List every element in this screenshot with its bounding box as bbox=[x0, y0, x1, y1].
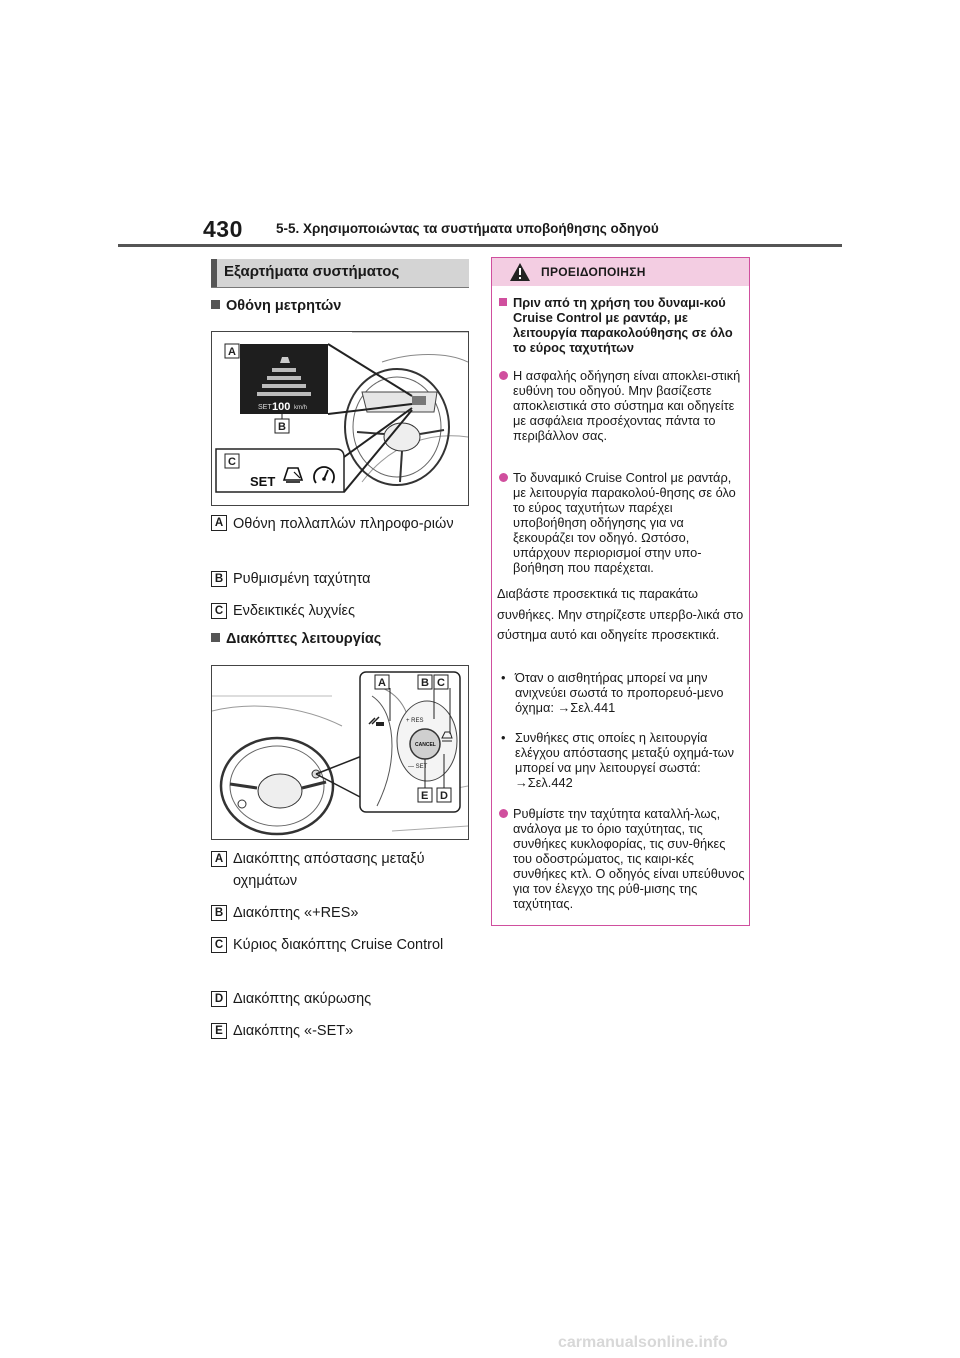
circle-bullet-icon bbox=[499, 473, 508, 482]
svg-text:C: C bbox=[437, 677, 445, 689]
switch-inset bbox=[360, 672, 460, 812]
warning-paragraph: Διαβάστε προσεκτικά τις παρακάτω συνθήκες. Μην στηρίζεστε υπερβο-λικά στο σύστημα αυτό και οδηγείτε προσεκτικά. bbox=[497, 586, 744, 642]
svg-text:D: D bbox=[440, 790, 448, 802]
warning-bullet-2: • Συνθήκες στις οποίες η λειτουργία ελέγχου απόστασης μεταξύ οχημά-των μπορεί να μην λειτουργεί σωστά: →Σελ.442 bbox=[501, 730, 745, 790]
svg-text:E: E bbox=[421, 790, 429, 802]
set-indicator-icon: SET bbox=[250, 474, 276, 489]
warning-subheading: Πριν από τη χρήση του δυναμι-κού Cruise Control με ραντάρ, με λειτουργία παρακολούθησης σε όλο το εύρος ταχυτήτων bbox=[499, 295, 743, 355]
meter-item-a-text: Οθόνη πολλαπλών πληροφο-ριών bbox=[233, 516, 454, 532]
warning-point-3: Ρυθμίστε την ταχύτητα καταλλή-λως, ανάλογα με το όριο ταχύτητας, τις συνθήκες κυκλοφορίας, τις συν-θήκες του οδοστρώματος, τις καιρι-κές συνθήκες κτλ. Ο οδηγός είναι υπεύθυνος για τον έλεγχο της ρύθ-μισης της ταχύτητας. bbox=[499, 806, 745, 911]
switch-item-e-text: Διακόπτης «-SET» bbox=[233, 1023, 354, 1039]
warning-header bbox=[492, 258, 749, 286]
switch-label-d: D bbox=[211, 991, 227, 1007]
warning-triangle-icon bbox=[509, 262, 531, 282]
meter-illustration bbox=[212, 332, 468, 505]
warning-title: ΠΡΟΕΙΔΟΠΟΙΗΣΗ bbox=[541, 265, 646, 279]
warning-bullet-1: • Όταν ο αισθητήρας μπορεί να μην ανιχνεύει σωστά το προπορευό-μενο όχημα: →Σελ.441 bbox=[501, 670, 745, 715]
meter-label-b: B bbox=[211, 571, 227, 587]
switch-label-b: B bbox=[211, 905, 227, 921]
steering-wheel-icon bbox=[221, 738, 333, 834]
circle-bullet-icon bbox=[499, 371, 508, 380]
switch-label-a: A bbox=[211, 851, 227, 867]
footer-watermark: carmanualsonline.info bbox=[558, 1334, 728, 1351]
section-title-bar bbox=[211, 259, 469, 287]
square-bullet-icon bbox=[211, 633, 220, 642]
warning-point-2: Το δυναμικό Cruise Control με ραντάρ, με λειτουργία παρακολού-θησης σε όλο το εύρος ταχυτήτων παρέχει υποβοήθηση οδήγησης για να ξεκουράζει τον οδηγό. Ωστόσο, υπάρχουν περιορισμοί στην υπο-βοήθηση που παρέχεται. bbox=[499, 470, 745, 575]
header-rule bbox=[118, 244, 842, 247]
square-bullet-icon bbox=[499, 298, 507, 306]
page-ref-441: Όταν ο αισθητήρας μπορεί να μην ανιχνεύει σωστά το προπορευό-μενο όχημα: →Σελ.441 bbox=[515, 670, 724, 715]
set-switch-text: — SET bbox=[408, 764, 428, 770]
svg-text:C: C bbox=[228, 456, 236, 468]
meter-figure bbox=[211, 331, 469, 506]
meter-item-c-text: Ενδεικτικές λυχνίες bbox=[233, 603, 355, 619]
meter-label-c: C bbox=[211, 603, 227, 619]
multi-info-display bbox=[240, 344, 328, 414]
page-ref-442: Συνθήκες στις οποίες η λειτουργία ελέγχου απόστασης μεταξύ οχημά-των μπορεί να μην λειτουργεί σωστά: →Σελ.442 bbox=[515, 730, 735, 790]
set-speed-value: 100 bbox=[272, 401, 291, 413]
switch-item-d-text: Διακόπτης ακύρωσης bbox=[233, 991, 372, 1007]
switch-label-e: E bbox=[211, 1023, 227, 1039]
switches-illustration bbox=[212, 666, 468, 839]
page-number: 430 bbox=[203, 216, 243, 242]
meter-item-b-text: Ρυθμισμένη ταχύτητα bbox=[233, 571, 371, 587]
switches-figure bbox=[211, 665, 469, 840]
circle-bullet-icon bbox=[499, 809, 508, 818]
switch-item-c-text: Κύριος διακόπτης Cruise Control bbox=[233, 937, 444, 953]
svg-text:B: B bbox=[421, 677, 429, 689]
meter-label-a: A bbox=[211, 515, 227, 531]
section-header: 5-5. Χρησιμοποιώντας τα συστήματα υποβοήθησης οδηγού bbox=[276, 221, 659, 236]
warning-point-1: Η ασφαλής οδήγηση είναι αποκλει-στική ευθύνη του οδηγού. Μην βασίζεστε αποκλειστικά στο σύστημα και οδηγείτε με ασφάλεια προσέχοντας πάντα το περιβάλλον σας. bbox=[499, 368, 745, 443]
res-switch-text: + RES bbox=[406, 718, 424, 724]
switches-heading: Διακόπτες λειτουργίας bbox=[211, 631, 381, 647]
svg-text:B: B bbox=[278, 421, 286, 433]
switch-item-b-text: Διακόπτης «+RES» bbox=[233, 905, 359, 921]
display-set-text: SET bbox=[258, 404, 272, 411]
speed-unit: km/h bbox=[294, 405, 308, 411]
section-underline bbox=[211, 287, 469, 288]
square-bullet-icon bbox=[211, 300, 220, 309]
warning-box bbox=[491, 257, 750, 926]
switch-item-a-text: Διακόπτης απόστασης μεταξύ οχημάτων bbox=[233, 851, 425, 889]
meter-heading: Οθόνη μετρητών bbox=[211, 298, 341, 314]
section-title: Εξαρτήματα συστήματος bbox=[224, 263, 400, 280]
switch-label-c: C bbox=[211, 937, 227, 953]
cancel-switch-text: CANCEL bbox=[415, 742, 436, 748]
svg-text:A: A bbox=[378, 677, 386, 689]
svg-text:A: A bbox=[228, 346, 236, 358]
